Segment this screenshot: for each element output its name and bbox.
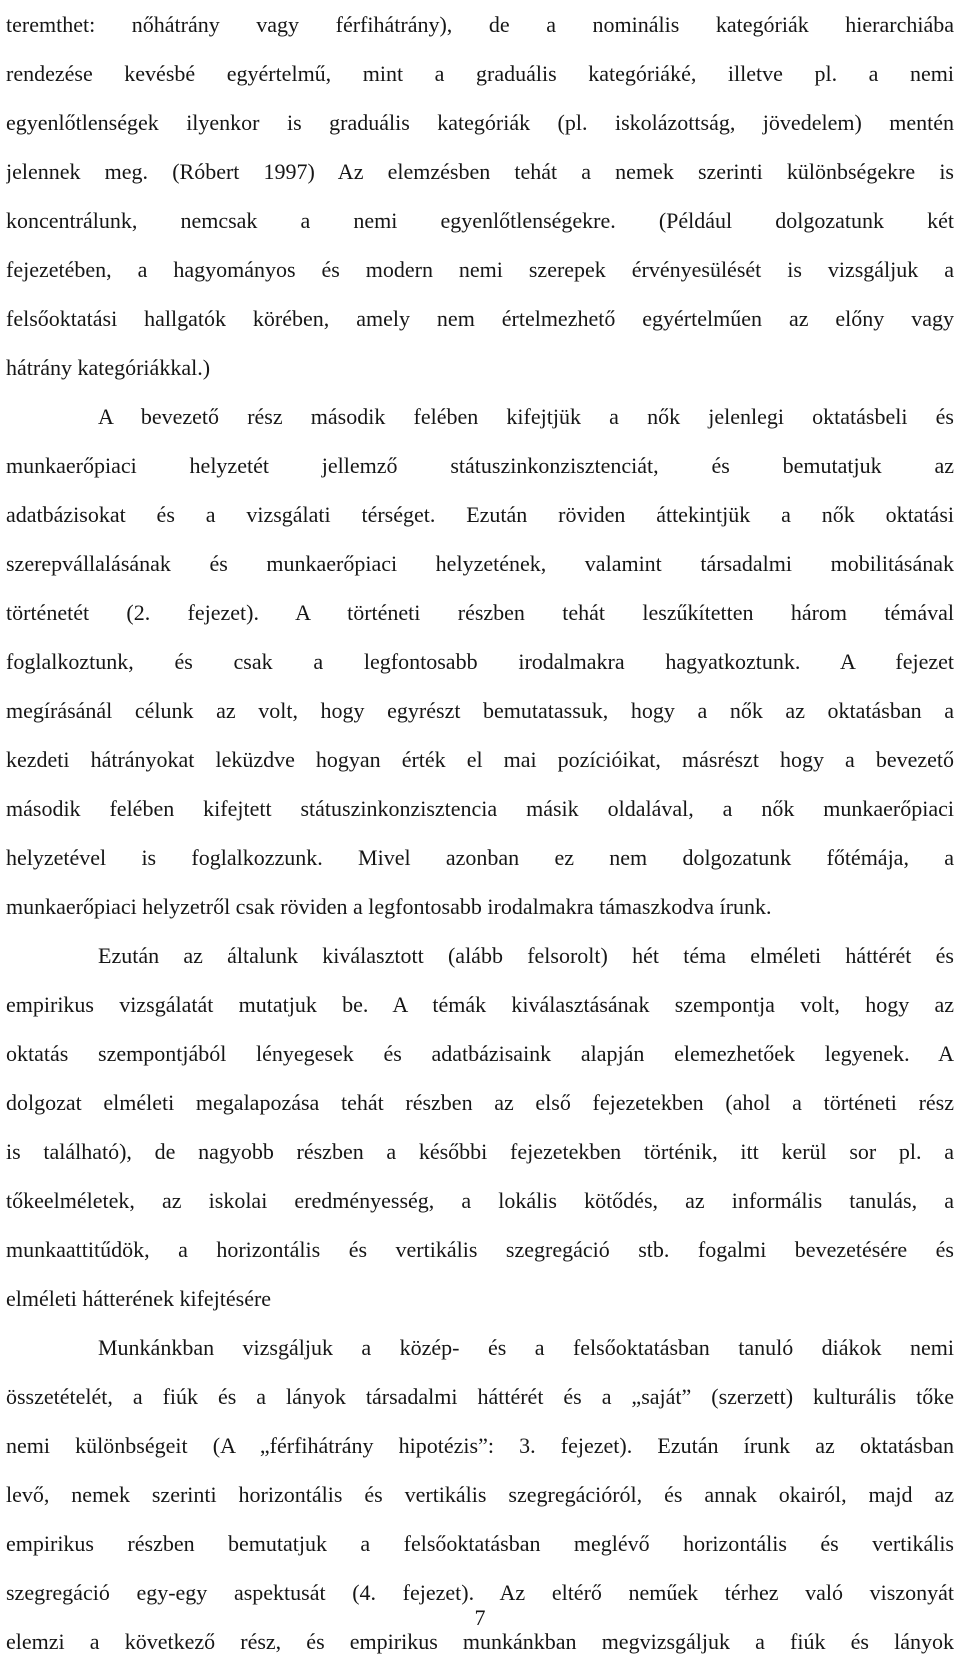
page-number: 7: [474, 1605, 486, 1630]
text-line: egyenlőtlenségek ilyenkor is graduális kategóriák (pl. iskolázottság, jövedelem) mentén: [6, 110, 954, 135]
text-line: összetételét, a fiúk és a lányok társadalmi háttérét és a „saját” (szerzett) kulturális tőke: [6, 1384, 954, 1409]
text-line: koncentrálunk, nemcsak a nemi egyenlőtlenségekre. (Például dolgozatunk két: [6, 208, 954, 233]
text-line: oktatás szempontjából lényegesek és adatbázisaink alapján elemezhetőek legyenek. A: [6, 1041, 954, 1066]
text-line: történetét (2. fejezet). A történeti részben tehát leszűkítetten három témával: [6, 600, 954, 625]
paragraph-first-line: A bevezető rész második felében kifejtjük a nők jelenlegi oktatásbeli és: [98, 404, 954, 429]
text-line: jelennek meg. (Róbert 1997) Az elemzésben tehát a nemek szerinti különbségekre is: [6, 159, 954, 184]
text-line: rendezése kevésbé egyértelmű, mint a graduális kategóriáké, illetve pl. a nemi: [6, 61, 954, 86]
text-line: munkaerőpiaci helyzetről csak röviden a legfontosabb irodalmakra támaszkodva írunk.: [6, 894, 772, 919]
text-line: levő, nemek szerinti horizontális és vertikális szegregációról, és annak okairól, majd az: [6, 1482, 954, 1507]
text-line: is található), de nagyobb részben a későbbi fejezetekben történik, itt kerül sor pl. a: [6, 1139, 954, 1164]
text-line: megírásánál célunk az volt, hogy egyrészt bemutatassuk, hogy a nők az oktatásban a: [6, 698, 954, 723]
text-line: teremthet: nőhátrány vagy férfihátrány), de a nominális kategóriák hierarchiába: [6, 12, 954, 37]
text-line: adatbázisokat és a vizsgálati térséget. Ezután röviden áttekintjük a nők oktatási: [6, 502, 954, 527]
text-line: elméleti hátterének kifejtésére: [6, 1286, 272, 1311]
text-line: empirikus vizsgálatát mutatjuk be. A témák kiválasztásának szempontja volt, hogy az: [6, 992, 954, 1017]
text-line: empirikus részben bemutatjuk a felsőoktatásban meglévő horizontális és vertikális: [6, 1531, 954, 1556]
paragraph-first-line: Ezután az általunk kiválasztott (alább felsorolt) hét téma elméleti háttérét és: [98, 943, 954, 968]
text-line: hátrány kategóriákkal.): [6, 355, 211, 380]
text-line: tőkeelméletek, az iskolai eredményesség, a lokális kötődés, az informális tanulás, a: [6, 1188, 954, 1213]
text-line: második felében kifejtett státuszinkonzisztencia másik oldalával, a nők munkaerőpiaci: [6, 796, 954, 821]
text-line: munkaerőpiaci helyzetét jellemző státuszinkonzisztenciát, és bemutatjuk az: [6, 453, 954, 478]
text-line: szegregáció egy-egy aspektusát (4. fejezet). Az eltérő neműek térhez való viszonyát: [6, 1580, 954, 1605]
text-line: kezdeti hátrányokat leküzdve hogyan érték el mai pozícióikat, másrészt hogy a bevezető: [6, 747, 954, 772]
text-line: helyzetével is foglalkozzunk. Mivel azonban ez nem dolgozatunk főtémája, a: [6, 845, 954, 870]
text-line: elemzi a következő rész, és empirikus munkánkban megvizsgáljuk a fiúk és lányok: [6, 1629, 954, 1654]
text-line: nemi különbségeit (A „férfihátrány hipotézis”: 3. fejezet). Ezután írunk az oktatásban: [6, 1433, 954, 1458]
text-line: felsőoktatási hallgatók körében, amely nem értelmezhető egyértelműen az előny vagy: [6, 306, 954, 331]
text-line: fejezetében, a hagyományos és modern nemi szerepek érvényesülését is vizsgáljuk a: [6, 257, 954, 282]
text-line: foglalkoztunk, és csak a legfontosabb irodalmakra hagyatkoztunk. A fejezet: [6, 649, 954, 674]
text-line: szerepvállalásának és munkaerőpiaci helyzetének, valamint társadalmi mobilitásának: [6, 551, 954, 576]
text-line: munkaattitűdök, a horizontális és vertikális szegregáció stb. fogalmi bevezetésére és: [6, 1237, 954, 1262]
body-text: [6, 0, 954, 1666]
paragraph-first-line: Munkánkban vizsgáljuk a közép- és a felsőoktatásban tanuló diákok nemi: [98, 1335, 954, 1360]
text-line: dolgozat elméleti megalapozása tehát részben az első fejezetekben (ahol a történeti rész: [6, 1090, 954, 1115]
